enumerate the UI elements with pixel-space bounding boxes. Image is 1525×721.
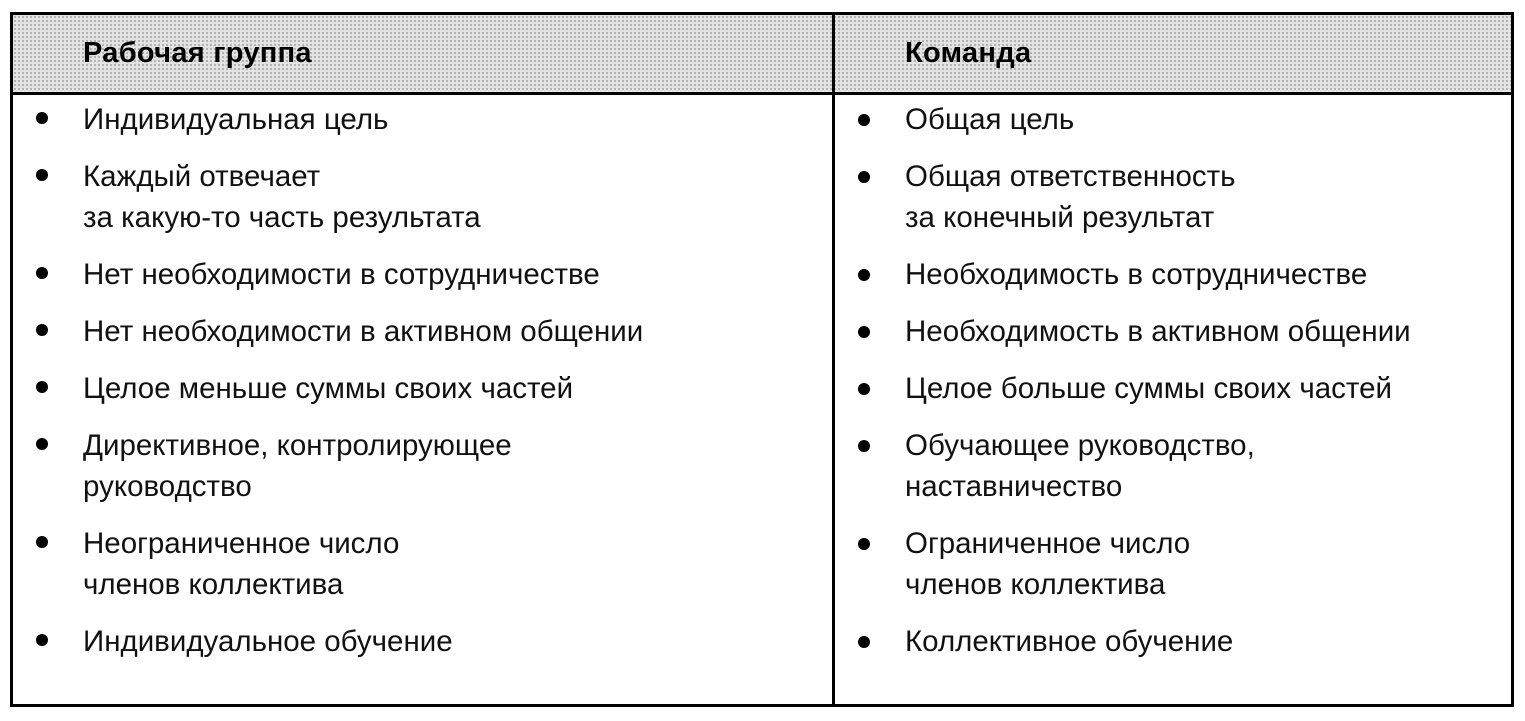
list-item: Необходимость в активном общении [836, 311, 1514, 352]
table-header-row [13, 15, 1511, 92]
list-item: Нет необходимости в активном общении [13, 311, 829, 352]
list-item: Нет необходимости в сотрудничестве [13, 254, 829, 295]
list-item: Обучающее руководство, наставничество [836, 425, 1514, 507]
list-item: Необходимость в сотрудничестве [836, 254, 1514, 295]
bullet-icon [858, 269, 870, 281]
bullet-icon [858, 538, 870, 550]
list-item: Неограниченное число членов коллектива [13, 523, 829, 605]
bullet-icon [858, 383, 870, 395]
header-divider [13, 92, 1511, 95]
bullet-icon [858, 171, 870, 183]
bullet-icon [858, 440, 870, 452]
team-list [836, 99, 1514, 678]
comparison-table [10, 12, 1514, 707]
list-item: Коллективное обучение [836, 621, 1514, 662]
list-item: Индивидуальная цель [13, 99, 829, 140]
header-team: Команда [905, 37, 1032, 69]
list-item: Директивное, контролирующее руководство [13, 425, 829, 507]
bullet-icon [36, 634, 48, 646]
list-item: Индивидуальное обучение [13, 621, 829, 662]
column-divider [832, 15, 835, 704]
bullet-icon [858, 114, 870, 126]
bullet-icon [36, 536, 48, 548]
bullet-icon [36, 267, 48, 279]
bullet-icon [36, 169, 48, 181]
list-item: Ограниченное число членов коллектива [836, 523, 1514, 605]
work-group-list [13, 99, 829, 678]
list-item: Общая ответственность за конечный результат [836, 156, 1514, 238]
list-item: Целое меньше суммы своих частей [13, 368, 829, 409]
bullet-icon [36, 324, 48, 336]
header-work-group: Рабочая группа [83, 37, 312, 69]
bullet-icon [36, 112, 48, 124]
bullet-icon [858, 326, 870, 338]
list-item: Общая цель [836, 99, 1514, 140]
bullet-icon [36, 381, 48, 393]
list-item: Целое больше суммы своих частей [836, 368, 1514, 409]
bullet-icon [36, 438, 48, 450]
bullet-icon [858, 636, 870, 648]
list-item: Каждый отвечает за какую-то часть результата [13, 156, 829, 238]
